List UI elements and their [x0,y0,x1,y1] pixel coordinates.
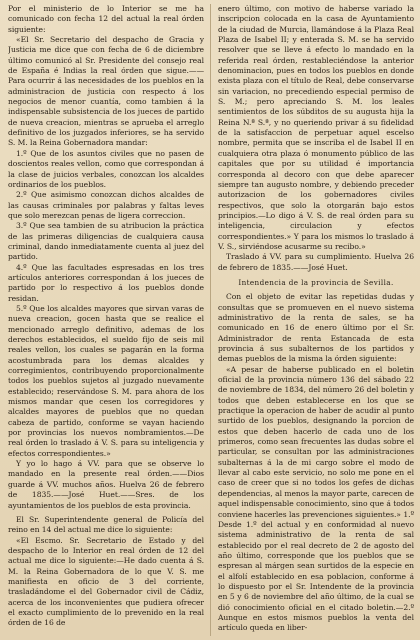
right-column [211,4,414,636]
paragraph: Con el objeto de evitar las repetidas dudas y consultas que se promueven en el nuevo sistema administrativo de la renta de sales, se ha comunicado en 16 de enero último por el Sr. Administrador de renta Estancada de esta provincia á sus subalternos de los partidos y demas pueblos de la misma la órden siguiente: [218,292,414,364]
paragraph: El Sr. Superintendente general de Policía del reino en 14 del actual me dice lo siguiente: [8,514,204,535]
paragraph: 3.º Que sea tambien de su atribucion la práctica de las primeras diligencias de cualquiera causa criminal, dando inmediatamente cuenta al juez del partido. [8,221,204,262]
paragraph: «A pesar de haberse publicado en el boletin oficial de la provincia número 136 del sábado 22 de noviembre de 1834, del número 26 del boletin y todos que deben establecerse en los que se practique la operacion de haber de acudir al punto surtido de los pueblos, designando la porcion de estos que deben hacerlo de cada uno de los primeros, como sean frecuentes las dudas sobre el particular, se consultan por las administraciones subalternas á la de mi cargo sobre el modo de llevar al cabo este servicio, no solo me pone en el caso de creer que si no todos los gefes de dichas dependencias, al menos la mayor parte, carecen de aquel indispensable conocimiento, sino que á todos conviene hacerles las prevenciones siguientes.» 1.º Desde 1.º del actual y en conformidad al nuevo sistema administrativo de la renta de sal establecido por el real decreto de 2 de agosto del año último, corresponde que los pueblos que se espresan al márgen sean surtidos de la especie en el alfolí establecido en esa poblacion, conforme á lo dispuesto por el Sr. Intendente de la provincia en 5 y 6 de noviembre del año último, de la cual se dió conocimiento oficial en el citado boletin.—2.º Aunque en estos mismos pueblos la venta del artículo queda en liber- [218,364,414,633]
paragraph: 2.º Que asimismo conozcan dichos alcaldes de las causas criminales por palabras y faltas leves que solo merezcan penas de ligera correccion. [8,190,204,220]
section-heading: Intendencia de la provincia de Sevilla. [238,277,394,287]
paragraph: «El Escmo. Sr. Secretario de Estado y del despacho de lo Interior en real órden de 12 del actual me dice lo siguiente:—He dado cuenta á S. M. la Reina Gobernadora de lo que V. S. me manifiesta en oficio de 3 del corriente, trasladándome el del Gobernador civil de Cádiz, acerca de los inconvenientes que pudiera ofrecer el exacto cumplimiento de lo prevenido en la real órden de 16 de [8,535,204,628]
paragraph: Traslado á VV. para su cumplimiento. Huelva 26 de febrero de 1835.——José Huet. [218,252,414,272]
paragraph: enero último, con motivo de haberse variado la inscripcion colocada en la casa de Ayuntamiento de la ciudad de Murcia, llamándose á la Plaza Real Plaza de Isabel II; y enterada S. M. se ha servido resolver que se lleve á efecto lo mandado en la referida real órden, restableciéndose la anterior denominacion, pues en todos los pueblos en donde exista plaza con el título de Real, debe conservarse sin variacion, no precediendo especial permiso de S. M.; pero apreciando S. M. los leales sentimientos de los súbditos de su augusta hija la Reina N.ª S.ª, y no queriendo privar á su fidelidad de la satisfaccion de perpetuar aquel escelso nombre, permita que se inscriba el de Isabel II en cualquiera otra plaza ó monumento público de las capitales que por su utilidad é importancia corresponda al decoro con que debe aparecer siempre tan augusto nombre, y debiendo preceder autorizacion de los gobernadores civiles respectivos, que solo la otorgarán bajo estos principios.—Lo digo á V. S. de real órden para su inteligencia, circulacion y efectos correspondientes.» Y para los mismos lo traslado á V. S., sirviéndose acusarme su recibo.» [218,4,414,251]
left-column [8,4,211,636]
paragraph: «El Sr. Secretario del despacho de Gracia y Justicia me dice que con fecha de 6 de diciembre último comunicó al Sr. Presidente del consejo real de España é Indias la real órden que sigue.—— Para ocurrir á las necesidades de los pueblos en la administracion de justicia con respecto á los negocios de menor cuantía, como tambien á la indispensable subsistencia de los jueces de partido de nueva creacion, mientras se aprueba el arreglo definitivo de los juzgados inferiores, se ha servido S. M. la Reina Gobernadora mandar: [8,35,204,148]
paragraph: Y yo lo hago á VV. para que se observe lo mandado en la presente real órden.——Dios guarde á VV. muchos años. Huelva 26 de febrero de 1835.——José Huet.——Sres. de los ayuntamientos de los pueblos de esta provincia. [8,459,204,510]
paragraph: 4.º Que las facultades espresadas en los tres artículos anteriores correspondan á los jueces de partido por lo respectivo á los pueblos donde residan. [8,262,204,303]
paragraph: Por el ministerio de lo Interior se me ha comunicado con fecha 12 del actual la real órden siguiente: [8,4,204,34]
paragraph: 1.º Que de los asuntos civiles que no pasen de doscientos reales vellon, como que correspondan á la clase de juicios verbales, conozcan los alcaldes ordinarios de los pueblos. [8,148,204,189]
paragraph: 5.º Que los alcaldes mayores que sirvan varas de nueva creacion, gocen hasta que se realice el mencionado arreglo definitivo, ademas de los derechos establecidos, el sueldo fijo de seis mil reales vellon, los cuales se pagarán en la forma acostumbrada para los demas alcaldes y corregimientos, contribuyendo proporcionalmente todos los pueblos sujetos al juzgado nuevamente establecido; reservándose S. M. para ahora de los mismos mandar que cesen los corregidores y alcaldes mayores de pueblos que no quedan cabeza de partido, conforme se vayan haciendo por provincias los nuevos nombramientos.—De real órden lo traslado á V. S. para su inteligencia y efectos correspondientes.» [8,303,204,458]
